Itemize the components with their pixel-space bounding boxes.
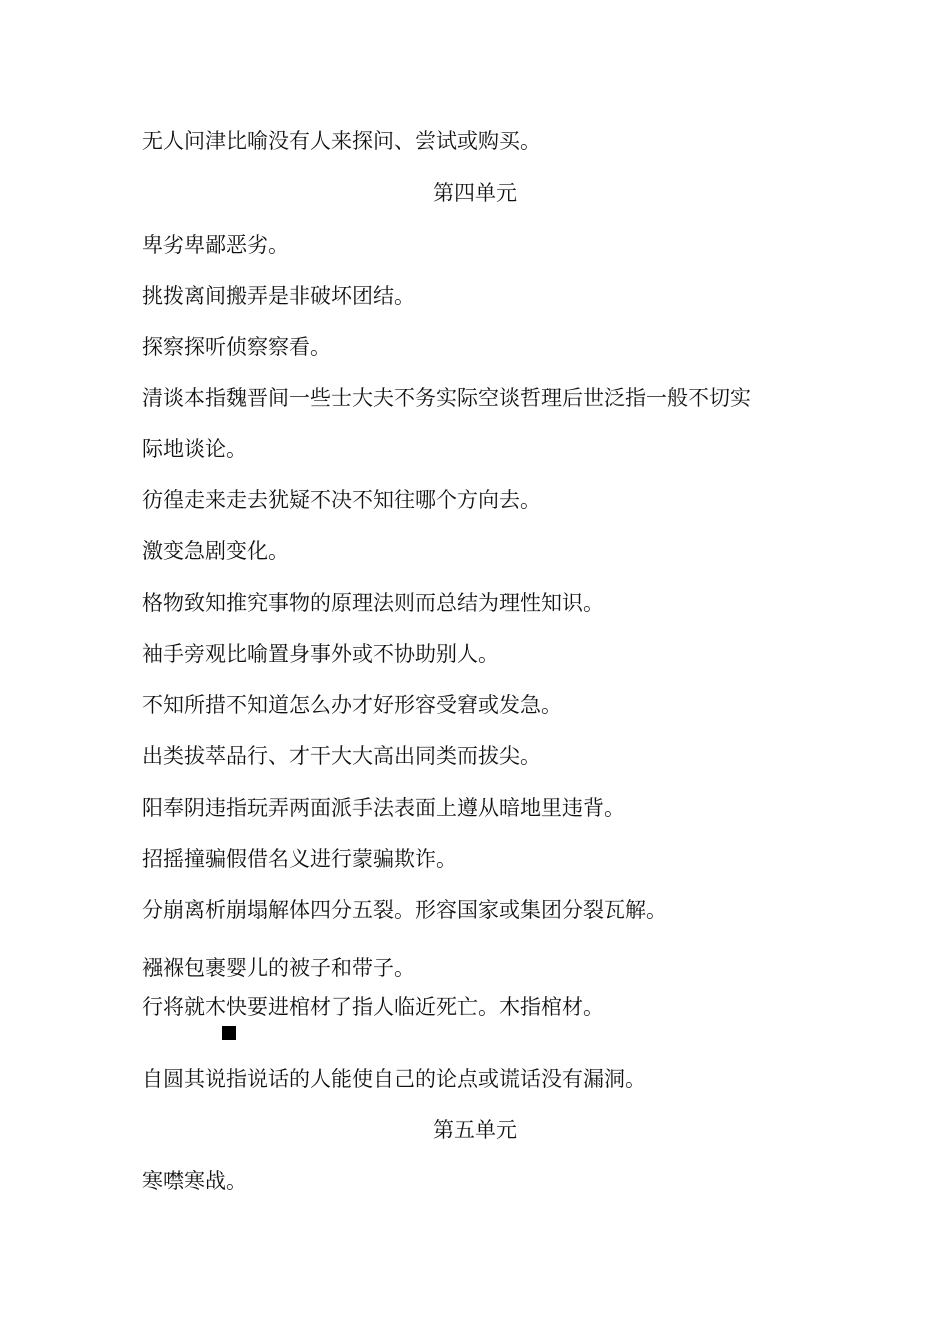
text-line: 自圆其说指说话的人能使自己的论点或谎话没有漏洞。 bbox=[142, 1067, 646, 1091]
text-line: 襁褓包裹婴儿的被子和带子。 bbox=[142, 956, 415, 980]
section-heading: 第五单元 bbox=[433, 1118, 517, 1142]
text-line: 探察探听侦察察看。 bbox=[142, 335, 331, 359]
black-square-marker bbox=[222, 1026, 236, 1040]
text-line: 阳奉阴违指玩弄两面派手法表面上遵从暗地里违背。 bbox=[142, 796, 625, 820]
text-line: 袖手旁观比喻置身事外或不协助别人。 bbox=[142, 642, 499, 666]
text-line: 清谈本指魏晋间一些士大夫不务实际空谈哲理后世泛指一般不切实 bbox=[142, 386, 751, 410]
text-line: 分崩离析崩塌解体四分五裂。形容国家或集团分裂瓦解。 bbox=[142, 898, 667, 922]
text-line: 招摇撞骗假借名义进行蒙骗欺诈。 bbox=[142, 847, 457, 871]
section-heading: 第四单元 bbox=[433, 181, 517, 205]
text-line: 挑拨离间搬弄是非破坏团结。 bbox=[142, 284, 415, 308]
text-line: 行将就木快要进棺材了指人临近死亡。木指棺材。 bbox=[142, 995, 604, 1019]
text-line: 无人问津比喻没有人来探问、尝试或购买。 bbox=[142, 129, 541, 153]
text-line: 出类拔萃品行、才干大大高出同类而拔尖。 bbox=[142, 744, 541, 768]
text-line: 不知所措不知道怎么办才好形容受窘或发急。 bbox=[142, 693, 562, 717]
text-line: 激变急剧变化。 bbox=[142, 539, 289, 563]
text-line: 格物致知推究事物的原理法则而总结为理性知识。 bbox=[142, 591, 604, 615]
text-line: 寒噤寒战。 bbox=[142, 1169, 247, 1193]
text-line: 际地谈论。 bbox=[142, 437, 247, 461]
text-line: 卑劣卑鄙恶劣。 bbox=[142, 233, 289, 257]
text-line: 彷徨走来走去犹疑不决不知往哪个方向去。 bbox=[142, 488, 541, 512]
